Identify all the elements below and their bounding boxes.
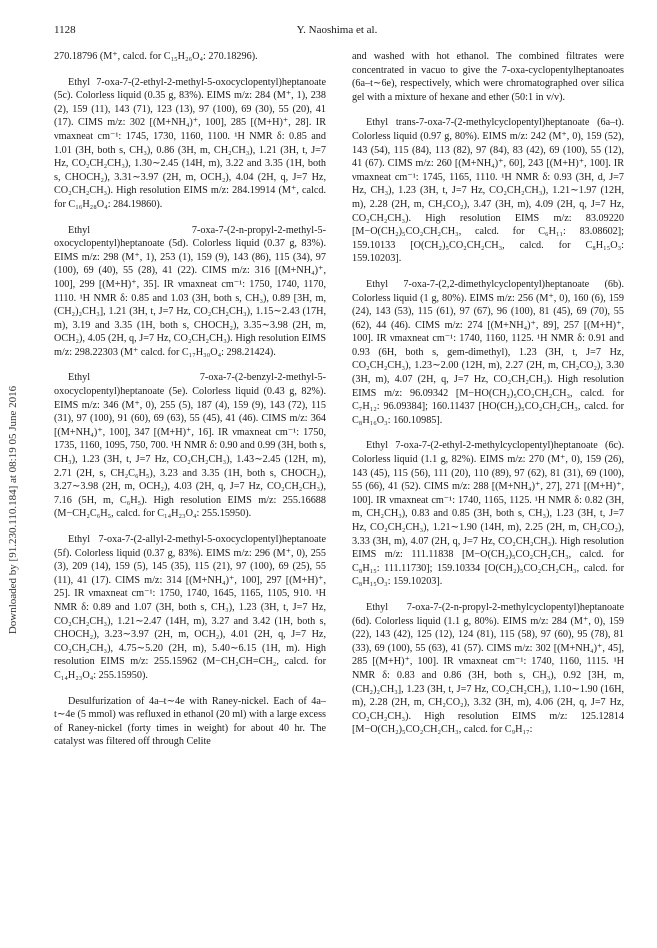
- paragraph: Ethyl trans-7-oxa-7-(2-methylcyclopentyl)heptanoate (6a–t). Colorless liquid (0.97 g, 80%). EIMS m/z: 242 (M⁺, 0), 159 (52), 143 (54), 115 (84), 113 (82), 97 (84), 83 (42), 69 (100), 55 (12), 41 (67). CIMS m/z: 260 [(M+NH₄)⁺, 60], 243 [(M+H)⁺, 100]. IR νmaxneat cm⁻¹: 1745, 1165, 1110. ¹H NMR δ: 0.93 (3H, d, J=7 Hz, CH₃), 1.23 (3H, t, J=7 Hz, CO₂CH₂CH₃), 1.21∼1.97 (12H, m), 2.28 (2H, m, CH₂CO₂), 3.47 (3H, m), 4.09 (2H, q, J=7 Hz, CO₂CH₂CH₃). High resolution EIMS m/z: 83.09220 [M−O(CH₂)₅CO₂CH₂CH₃, calcd. for C₆H₁₁: 83.08602]; 159.10133 [O(CH₂)₅CO₂CH₂CH₃, calcd. for C₈H₁₅O₃: 159.10203].: [352, 117, 624, 265]
- paragraph: Desulfurization of 4a–t∼4e with Raney-nickel. Each of 4a–t∼4e (5 mmol) was refluxed in ethanol (20 ml) with a large excess of Raney-nickel (forty times in weight) for about 40 hr. The catalyst was filtered off through Celite: [54, 695, 327, 748]
- running-title: Y. Naoshima et al.: [296, 24, 378, 36]
- paragraph: and washed with hot ethanol. The combined filtrates were concentrated in vacuo to give the 7-oxa-cyclopentylheptanoates (6a–t∼6e), respectively, which were chromatographed over silica gel with a mixture of hexane and ether (50:1 in v/v).: [352, 51, 624, 103]
- download-watermark: [4, 250, 22, 770]
- paragraph: Ethyl 7-oxa-7-(2-n-propyl-2-methyl-5-oxocyclopentyl)heptanoate (5d). Colorless liquid (0.37 g, 83%). EIMS m/z: 298 (M⁺, 1), 253 (1), 159 (9), 143 (86), 115 (34), 97 (100), 69 (40), 55 (28), 41 (22). CIMS m/z: 316 [(M+NH₄)⁺, 100], 299 [(M+H)⁺, 35]. IR νmaxneat cm⁻¹: 1750, 1740, 1170, 1110. ¹H NMR δ: 0.85 and 1.03 (3H, both s, CH₃), 0.89 [3H, m, (CH₂)₂CH₃], 1.21 (3H, t, J=7 Hz, CO₂CH₂CH₃), 1.15∼2.43 (17H, m), 3.19 and 3.35 (1H, both s, CHOCH₂), 3.35∼3.98 (2H, m, OCH₂), 4.05 (2H, q, J=7 Hz, CO₂CH₂CH₃). High resolution EIMS m/z: 298.22303 (M⁺ calcd. for C₁₇H₃₀O₄: 298.21424).: [54, 224, 326, 358]
- paragraph: Ethyl 7-oxa-7-(2-ethyl-2-methyl-5-oxocyclopentyl)heptanoate (5c). Colorless liquid (0.35 g, 83%). EIMS m/z: 284 (M⁺, 1), 238 (2), 159 (11), 143 (71), 123 (13), 97 (100), 69 (30), 55 (20), 41 (17). CIMS m/z: 302 [(M+NH₄)⁺, 100], 285 [(M+H)⁺, 28]. IR νmaxneat cm⁻¹: 1745, 1730, 1160, 1100. ¹H NMR δ: 0.85 and 1.01 (3H, both s, CH₃), 0.86 (3H, m, CH₂CH₃), 1.21 (3H, t, J=7 Hz, CO₂CH₂CH₃), 1.30∼2.45 (14H, m), 3.22 and 3.35 (1H, both s, CHOCH₂), 3.31∼3.97 (2H, m, OCH₂), 4.04 (2H, q, J=7 Hz, CO₂CH₂CH₃). High resolution EIMS m/z: 284.19914 (M⁺, calcd. for C₁₆H₂₈O₄: 284.19860).: [54, 76, 326, 210]
- paragraph: Ethyl 7-oxa-7-(2-ethyl-2-methylcyclopentyl)heptanoate (6c). Colorless liquid (1.1 g, 82%). EIMS m/z: 270 (M⁺, 0), 159 (26), 143 (45), 115 (56), 111 (20), 110 (89), 97 (62), 81 (31), 69 (100), 55 (66), 41 (52). CIMS m/z: 288 [(M+NH₄)⁺, 27], 271 [(M+H)⁺, 100]. IR νmaxneat cm⁻¹: 1740, 1165, 1125. ¹H NMR δ: 0.82 (3H, m, CH₂CH₃), 0.83 and 0.85 (3H, both s, CH₃), 1.23 (3H, t, J=7 Hz, CO₂CH₂CH₃), 1.21∼1.90 (14H, m), 2.25 (2H, m, CH₂CO₂), 3.33 (3H, m), 4.07 (2H, q, J=7 Hz, CO₂CH₂CH₃). High resolution EIMS m/z: 111.11838 [M−O(CH₂)₅CO₂CH₂CH₃, calcd. for C₈H₁₅: 111.11730]; 159.10334 [O(CH₂)₅CO₂CH₂CH₃, calcd. for C₈H₁₅O₃: 159.10203].: [352, 440, 624, 588]
- download-watermark-text: Downloaded by [91.230.110.184] at 08:19 05 June 2016: [7, 385, 19, 635]
- paragraph: 270.18796 (M⁺, calcd. for C₁₅H₂₆O₄: 270.18296).: [54, 51, 258, 62]
- left-column: [54, 50, 326, 749]
- paragraph: Ethyl 7-oxa-7-(2,2-dimethylcyclopentyl)heptanoate (6b). Colorless liquid (1 g, 80%). EIMS m/z: 256 (M⁺, 0), 160 (6), 159 (24), 143 (53), 115 (61), 97 (67), 96 (100), 81 (45), 69 (70), 55 (62), 44 (46). CIMS m/z: 274 [(M+NH₄)⁺, 89], 257 [(M+H)⁺, 100]. IR νmaxneat cm⁻¹: 1740, 1160, 1125. ¹H NMR δ: 0.91 and 0.93 (6H, both s, gem-dimethyl), 1.23 (3H, t, J=7 Hz, CO₂CH₂CH₃), 1.23∼2.00 (12H, m), 2.27 (2H, m, CH₂CO₂), 3.30 (3H, m), 4.07 (2H, q, J=7 Hz, CO₂CH₂CH₃). High resolution EIMS m/z: 96.09342 [M−HO(CH₂)₅CO₂CH₂CH₃, calcd. for C₇H₁₂: 96.09384]; 160.11437 [HO(CH₂)₅CO₂CH₂CH₃, calcd. for C₈H₁₆O₃: 160.10985].: [352, 278, 624, 426]
- paragraph: Ethyl 7-oxa-7-(2-n-propyl-2-methylcyclopentyl)heptanoate (6d). Colorless liquid (1.1 g, 80%). EIMS m/z: 284 (M⁺, 0), 159 (22), 143 (42), 125 (12), 124 (81), 115 (58), 97 (60), 95 (78), 81 (33), 69 (100), 55 (63), 41 (57). CIMS m/z: 302 [(M+NH₄)⁺, 45], 285 [(M+H)⁺, 100]. IR νmaxneat cm⁻¹: 1740, 1160, 1115. ¹H NMR δ: 0.83 and 0.86 (3H, both s, CH₃), 0.92 [3H, m, (CH₂)₂CH₃], 1.23 (3H, t, J=7 Hz, CO₂CH₂CH₃), 1.10∼1.90 (16H, m), 2.28 (2H, m, CH₂CO₂), 3.32 (3H, m), 4.06 (2H, q, J=7 Hz, CO₂CH₂CH₃). High resolution EIMS m/z: 125.12814 [M−O(CH₂)₅CO₂CH₂CH₃, calcd. for C₉H₁₇:: [352, 601, 624, 736]
- paragraph: Ethyl 7-oxa-7-(2-allyl-2-methyl-5-oxocyclopentyl)heptanoate (5f). Colorless liquid (0.37 g, 83%). EIMS m/z: 296 (M⁺, 0), 255 (3), 209 (14), 159 (5), 145 (35), 115 (21), 97 (100), 69 (25), 55 (11), 41 (17). CIMS m/z: 314 [(M+NH₄)⁺, 100], 297 [(M+H)⁺, 25]. IR νmaxneat cm⁻¹: 1750, 1740, 1645, 1165, 1105, 910. ¹H NMR δ: 0.89 and 1.07 (3H, both s, CH₃), 1.23 (3H, t, J=7 Hz, CO₂CH₂CH₃), 1.21∼2.47 (14H, m), 3.27 and 3.42 (1H, both s, CHOCH₂), 3.23∼3.97 (2H, m, OCH₂), 4.01 (2H, q, J=7 Hz, CO₂CH₂CH₃), 4.75∼5.20 (2H, m), 5.40∼6.15 (1H, m). High resolution EIMS m/z: 255.15962 (M−CH₂CH=CH₂, calcd. for C₁₄H₂₃O₄: 255.15950).: [54, 534, 326, 681]
- running-header: [54, 24, 620, 40]
- paragraph: Ethyl 7-oxa-7-(2-benzyl-2-methyl-5-oxocyclopentyl)heptanoate (5e). Colorless liquid (0.43 g, 82%). EIMS m/z: 346 (M⁺, 0), 255 (5), 187 (4), 159 (9), 143 (72), 115 (31), 97 (100), 91 (60), 69 (63), 55 (45), 41 (46). CIMS m/z: 364 [(M+NH₄)⁺, 100], 347 [(M+H)⁺, 16]. IR νmaxneat cm⁻¹: 1750, 1735, 1160, 1095, 750, 700. ¹H NMR δ: 0.90 and 0.99 (3H, both s, CH₃), 1.23 (3H, t, J=7 Hz, CO₂CH₂CH₃), 1.43∼2.45 (12H, m), 2.71 (2H, s, CH₂C₆H₅), 3.23 and 3.35 (1H, both s, CHOCH₂), 3.27∼3.98 (2H, m, OCH₂), 4.03 (2H, q, J=7 Hz, CO₂CH₂CH₃), 7.16 (5H, m, C₆H₅). High resolution EIMS m/z: 255.16688 (M−CH₂C₆H₅, calcd. for C₁₄H₂₃O₄: 255.15950).: [54, 372, 326, 520]
- right-column: [352, 50, 624, 737]
- page-number: 1128: [54, 24, 76, 36]
